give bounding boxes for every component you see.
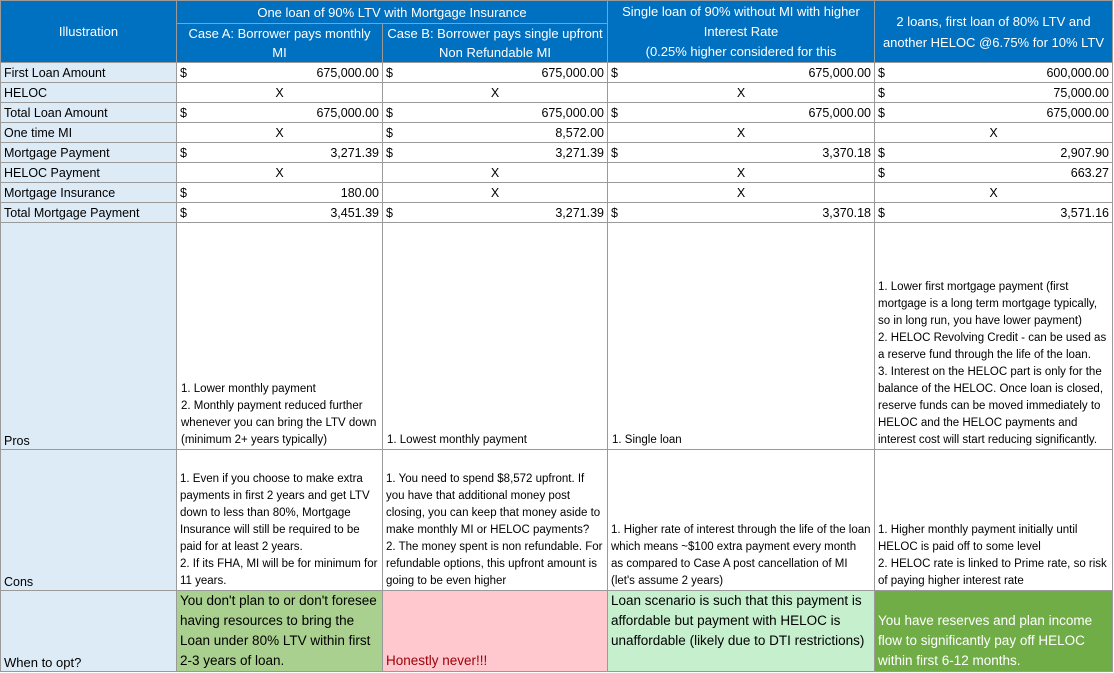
cell-two-loans: X: [875, 123, 1113, 143]
cons-case-a: [177, 450, 383, 591]
cons-case-b: [383, 450, 608, 591]
cell-single-loan: X: [608, 183, 875, 203]
cell-two-loans: $ 3,571.16: [875, 203, 1113, 223]
cell-single-loan: $ 675,000.00: [608, 63, 875, 83]
when-label: When to opt?: [1, 591, 177, 672]
cons-item: 2. The money spent is non refundable. For refundable options, this upfront amount is going to be even higher: [386, 541, 603, 587]
cell-case-a: $ 180.00: [177, 183, 383, 203]
header-one-loan-group: One loan of 90% LTV with Mortgage Insurance: [177, 1, 608, 24]
cell-case-b: $ 675,000.00: [383, 103, 608, 123]
pros-item: 1. Lower first mortgage payment (first mortgage is a long term mortgage typically, so in long run, you have lower payment): [878, 281, 1098, 327]
cell-case-a: X: [177, 123, 383, 143]
cell-two-loans: $ 675,000.00: [875, 103, 1113, 123]
header-single-loan-line1: Single loan of 90% without MI with higher Interest Rate: [622, 3, 860, 39]
cell-case-b: $ 8,572.00: [383, 123, 608, 143]
table-row: [1, 203, 1113, 223]
pros-item: 3. Interest on the HELOC part is only for the balance of the HELOC. Once loan is closed, reserve funds can be moved immediately to HELOC and the HELOC payments and interest cost will start reducing significantly.: [878, 366, 1104, 446]
row-label: Mortgage Insurance: [1, 183, 177, 203]
table-row: [1, 63, 1113, 83]
pros-row: [1, 223, 1113, 450]
cell-case-a: X: [177, 83, 383, 103]
cell-single-loan: X: [608, 83, 875, 103]
pros-item: 2. Monthly payment reduced further whenever you can bring the LTV down (minimum 2+ years typically): [181, 400, 377, 446]
cell-case-b: X: [383, 83, 608, 103]
cell-two-loans: $ 663.27: [875, 163, 1113, 183]
cons-row: [1, 450, 1113, 591]
pros-item: 1. Lowest monthly payment: [387, 434, 527, 446]
cell-single-loan: $ 675,000.00: [608, 103, 875, 123]
row-label: First Loan Amount: [1, 63, 177, 83]
pros-item: 2. HELOC Revolving Credit - can be used as a reserve fund through the life of the loan.: [878, 332, 1107, 361]
row-label: HELOC: [1, 83, 177, 103]
cell-single-loan: $ 3,370.18: [608, 203, 875, 223]
pros-single-loan: [608, 223, 875, 450]
when-case-a: You don't plan to or don't foresee having resources to bring the Loan under 80% LTV within first 2-3 years of loan.: [177, 591, 383, 672]
pros-case-a: [177, 223, 383, 450]
cell-single-loan: X: [608, 163, 875, 183]
header-case-b: Case B: Borrower pays single upfront Non Refundable MI: [383, 24, 608, 63]
when-case-b: Honestly never!!!: [383, 591, 608, 672]
cell-case-a: $ 675,000.00: [177, 63, 383, 83]
cons-item: 2. HELOC rate is linked to Prime rate, so risk of paying higher interest rate: [878, 558, 1107, 587]
table-row: [1, 143, 1113, 163]
pros-case-b: [383, 223, 608, 450]
cell-single-loan: X: [608, 123, 875, 143]
table-row: [1, 123, 1113, 143]
cell-two-loans: $ 75,000.00: [875, 83, 1113, 103]
cell-case-b: X: [383, 163, 608, 183]
row-label: One time MI: [1, 123, 177, 143]
pros-label: Pros: [1, 223, 177, 450]
table-row: [1, 103, 1113, 123]
cell-two-loans: $ 2,907.90: [875, 143, 1113, 163]
cons-item: 2. If its FHA, MI will be for minimum for 11 years.: [180, 558, 378, 587]
table-row: [1, 163, 1113, 183]
cell-case-b: $ 675,000.00: [383, 63, 608, 83]
row-label: Mortgage Payment: [1, 143, 177, 163]
header-illustration: Illustration: [1, 1, 177, 63]
cons-item: 1. You need to spend $8,572 upfront. If you have that additional money post closing, you can keep that money aside to make monthly MI or HELOC payments?: [386, 473, 601, 536]
when-row: [1, 591, 1113, 672]
header-single-loan-line2: (0.25% higher considered for this: [645, 43, 837, 59]
cell-two-loans: X: [875, 183, 1113, 203]
header-two-loans: 2 loans, first loan of 80% LTV and another HELOC @6.75% for 10% LTV: [875, 1, 1113, 63]
cons-item: 1. Even if you choose to make extra payments in first 2 years and get LTV down to less than 80%, Mortgage Insurance will still be required to be paid for at least 2 years.: [180, 473, 370, 553]
pros-two-loans: [875, 223, 1113, 450]
cell-case-b: $ 3,271.39: [383, 203, 608, 223]
cons-item: 1. Higher monthly payment initially until HELOC is paid off to some level: [878, 524, 1078, 553]
pros-item: 1. Single loan: [612, 434, 682, 446]
cons-two-loans: [875, 450, 1113, 591]
cell-single-loan: $ 3,370.18: [608, 143, 875, 163]
cell-case-a: $ 675,000.00: [177, 103, 383, 123]
row-label: Total Mortgage Payment: [1, 203, 177, 223]
row-label: HELOC Payment: [1, 163, 177, 183]
when-two-loans: You have reserves and plan income flow to significantly pay off HELOC within first 6-12 months.: [875, 591, 1113, 672]
header-single-loan: [608, 1, 875, 63]
cell-two-loans: $ 600,000.00: [875, 63, 1113, 83]
cons-label: Cons: [1, 450, 177, 591]
cons-single-loan: [608, 450, 875, 591]
header-case-a: Case A: Borrower pays monthly MI: [177, 24, 383, 63]
cell-case-a: $ 3,451.39: [177, 203, 383, 223]
pros-item: 1. Lower monthly payment: [181, 383, 316, 395]
when-single-loan: Loan scenario is such that this payment is affordable but payment with HELOC is unaffordable (likely due to DTI restrictions): [608, 591, 875, 672]
table-row: [1, 183, 1113, 203]
table-row: [1, 83, 1113, 103]
cons-item: 1. Higher rate of interest through the life of the loan which means ~$100 extra payment every month as compared to Case A post cancellation of MI (let's assume 2 years): [611, 524, 871, 587]
cell-case-b: X: [383, 183, 608, 203]
cell-case-a: $ 3,271.39: [177, 143, 383, 163]
cell-case-a: X: [177, 163, 383, 183]
row-label: Total Loan Amount: [1, 103, 177, 123]
cell-case-b: $ 3,271.39: [383, 143, 608, 163]
